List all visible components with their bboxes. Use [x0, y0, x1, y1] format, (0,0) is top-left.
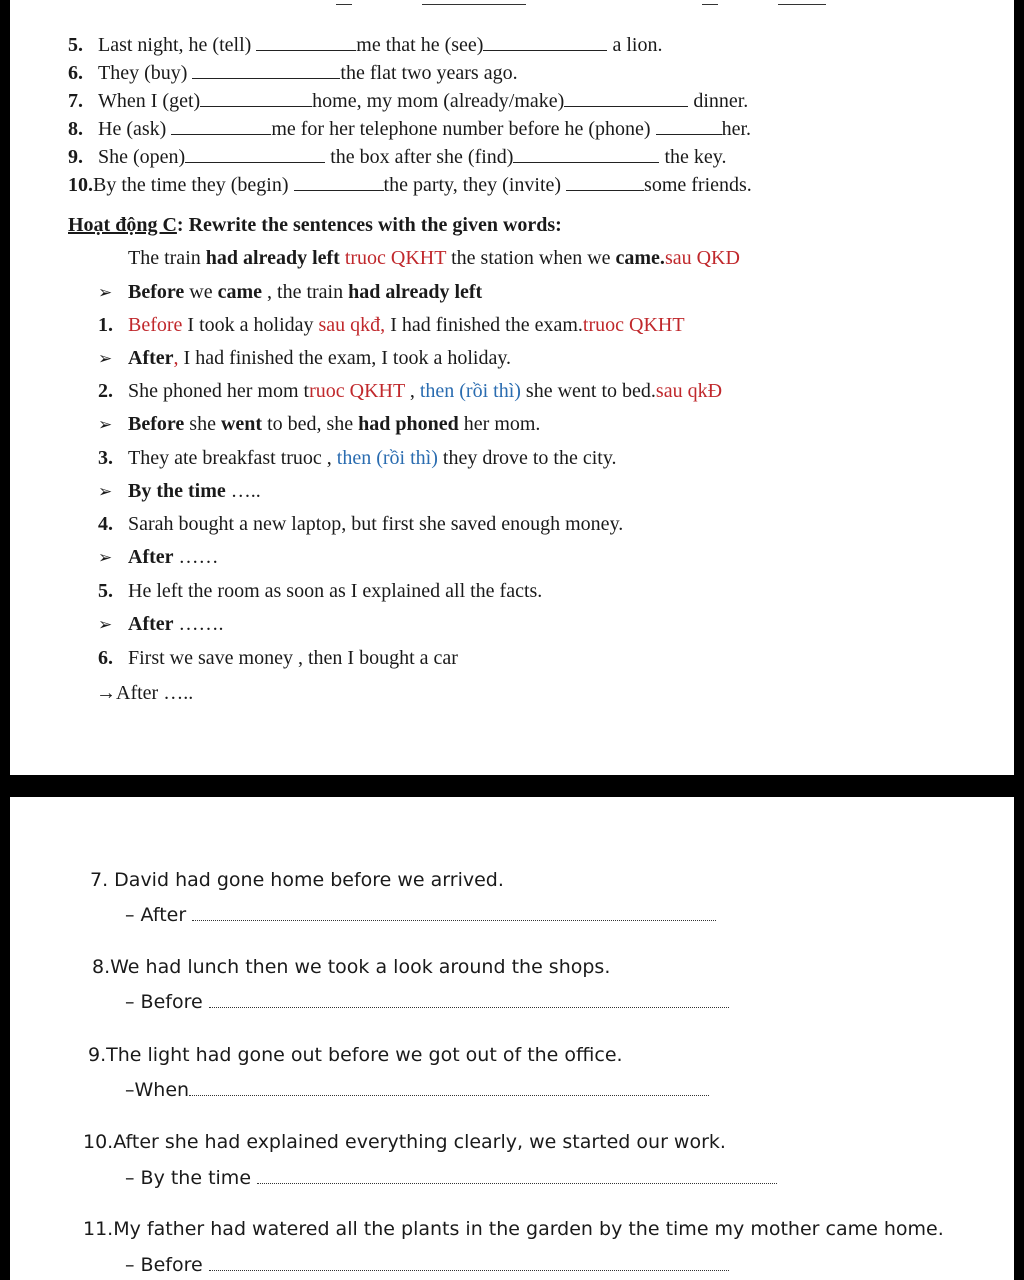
answer-line-7: – After [125, 904, 716, 926]
fill-item-6 [68, 62, 518, 85]
item-text: her. [721, 118, 752, 140]
heading-label: Hoạt động C [68, 214, 177, 236]
fill-item-9 [68, 146, 726, 169]
arrow-bullet-icon: ➢ [98, 415, 113, 435]
answer-blank[interactable] [192, 906, 716, 921]
item-number: 5. [68, 34, 83, 56]
question-1: 1. Before I took a holiday sau qkđ, I had finished the exam.truoc QKHT [98, 314, 685, 336]
item-text: the key. [664, 146, 727, 168]
answer-blank[interactable] [189, 1081, 709, 1096]
item-text: She (open) [98, 146, 186, 168]
question-5: 5. He left the room as soon as I explained all the facts. [98, 580, 543, 602]
arrow-bullet-icon: ➢ [98, 349, 113, 369]
item-text: He (ask) [98, 118, 167, 140]
answer-blank[interactable] [483, 34, 607, 51]
answer-blank[interactable] [257, 1169, 777, 1184]
question-6: 6. First we save money , then I bought a car [98, 647, 458, 669]
question-9: 9.The light had gone out before we got out of the office. [88, 1044, 623, 1066]
answer-5: ➢ After ……. [98, 613, 224, 635]
item-text: They (buy) [98, 62, 188, 84]
item-number: 7. [68, 90, 83, 112]
answer-blank[interactable] [294, 174, 384, 191]
question-4: 4. Sarah bought a new laptop, but first she saved enough money. [98, 513, 624, 535]
item-number: 8. [68, 118, 83, 140]
question-3: 3. They ate breakfast truoc , then (rồi thì) they drove to the city. [98, 447, 617, 469]
answer-blank[interactable] [566, 174, 644, 191]
answer-1: ➢ After, I had finished the exam, I took a holiday. [98, 347, 512, 369]
answer-line-10: – By the time [125, 1167, 777, 1189]
item-text: the box after she (find) [330, 146, 514, 168]
worksheet-page-1 [10, 0, 1014, 775]
item-text: When I (get) [98, 90, 201, 112]
fill-item-5 [68, 34, 662, 57]
item-number: 6. [68, 62, 83, 84]
item-text: dinner. [693, 90, 749, 112]
item-text: some friends. [644, 174, 752, 196]
arrow-bullet-icon: ➢ [98, 482, 113, 502]
heading-instruction: : Rewrite the sentences with the given words: [176, 214, 562, 236]
fill-item-10 [68, 174, 752, 197]
answer-blank[interactable] [200, 90, 312, 107]
cut-line [778, 0, 826, 5]
item-text: a lion. [612, 34, 663, 56]
fill-item-7 [68, 90, 748, 113]
item-number: 9. [68, 146, 83, 168]
answer-blank[interactable] [656, 118, 722, 135]
answer-blank[interactable] [171, 118, 271, 135]
cut-line [422, 0, 526, 5]
answer-line-9: –When [125, 1079, 709, 1101]
question-7: 7. David had gone home before we arrived. [90, 869, 504, 891]
worksheet-page-2 [10, 797, 1014, 1280]
answer-blank[interactable] [256, 34, 356, 51]
question-11: 11.My father had watered all the plants in the garden by the time my mother came home. [83, 1218, 944, 1240]
answer-line-8: – Before [125, 991, 729, 1013]
cut-line [702, 0, 718, 5]
answer-2: ➢ Before she went to bed, she had phoned her mom. [98, 413, 541, 435]
example-answer: ➢ Before we came , the train had already left [98, 281, 483, 303]
answer-4: ➢ After …… [98, 546, 219, 568]
answer-blank[interactable] [192, 62, 340, 79]
item-text: Last night, he (tell) [98, 34, 252, 56]
answer-line-11: – Before [125, 1254, 729, 1276]
item-text: the flat two years ago. [340, 62, 518, 84]
arrow-bullet-icon: ➢ [98, 548, 113, 568]
answer-3: ➢ By the time ….. [98, 480, 261, 502]
arrow-bullet-icon: ➢ [98, 615, 113, 635]
section-c-heading [68, 214, 562, 237]
question-8: 8.We had lunch then we took a look around the shops. [92, 956, 611, 978]
answer-6: →After ….. [96, 682, 194, 704]
cut-line [336, 0, 352, 5]
item-text: me that he (see) [356, 34, 484, 56]
item-text: the party, they (invite) [383, 174, 562, 196]
answer-blank[interactable] [564, 90, 688, 107]
question-2: 2. She phoned her mom truoc QKHT , then (rồi thì) she went to bed.sau qkĐ [98, 380, 723, 402]
question-10: 10.After she had explained everything clearly, we started our work. [83, 1131, 726, 1153]
answer-blank[interactable] [209, 993, 729, 1008]
arrow-bullet-icon: ➢ [98, 283, 113, 303]
answer-blank[interactable] [513, 146, 659, 163]
example-sentence: The train had already left truoc QKHT the station when we came.sau QKD [128, 247, 740, 269]
item-text: me for her telephone number before he (phone) [271, 118, 651, 140]
item-text: home, my mom (already/make) [312, 90, 565, 112]
answer-blank[interactable] [209, 1256, 729, 1271]
item-text: By the time they (begin) [93, 174, 289, 196]
answer-blank[interactable] [185, 146, 325, 163]
item-number: 10. [68, 174, 93, 196]
fill-item-8 [68, 118, 751, 141]
